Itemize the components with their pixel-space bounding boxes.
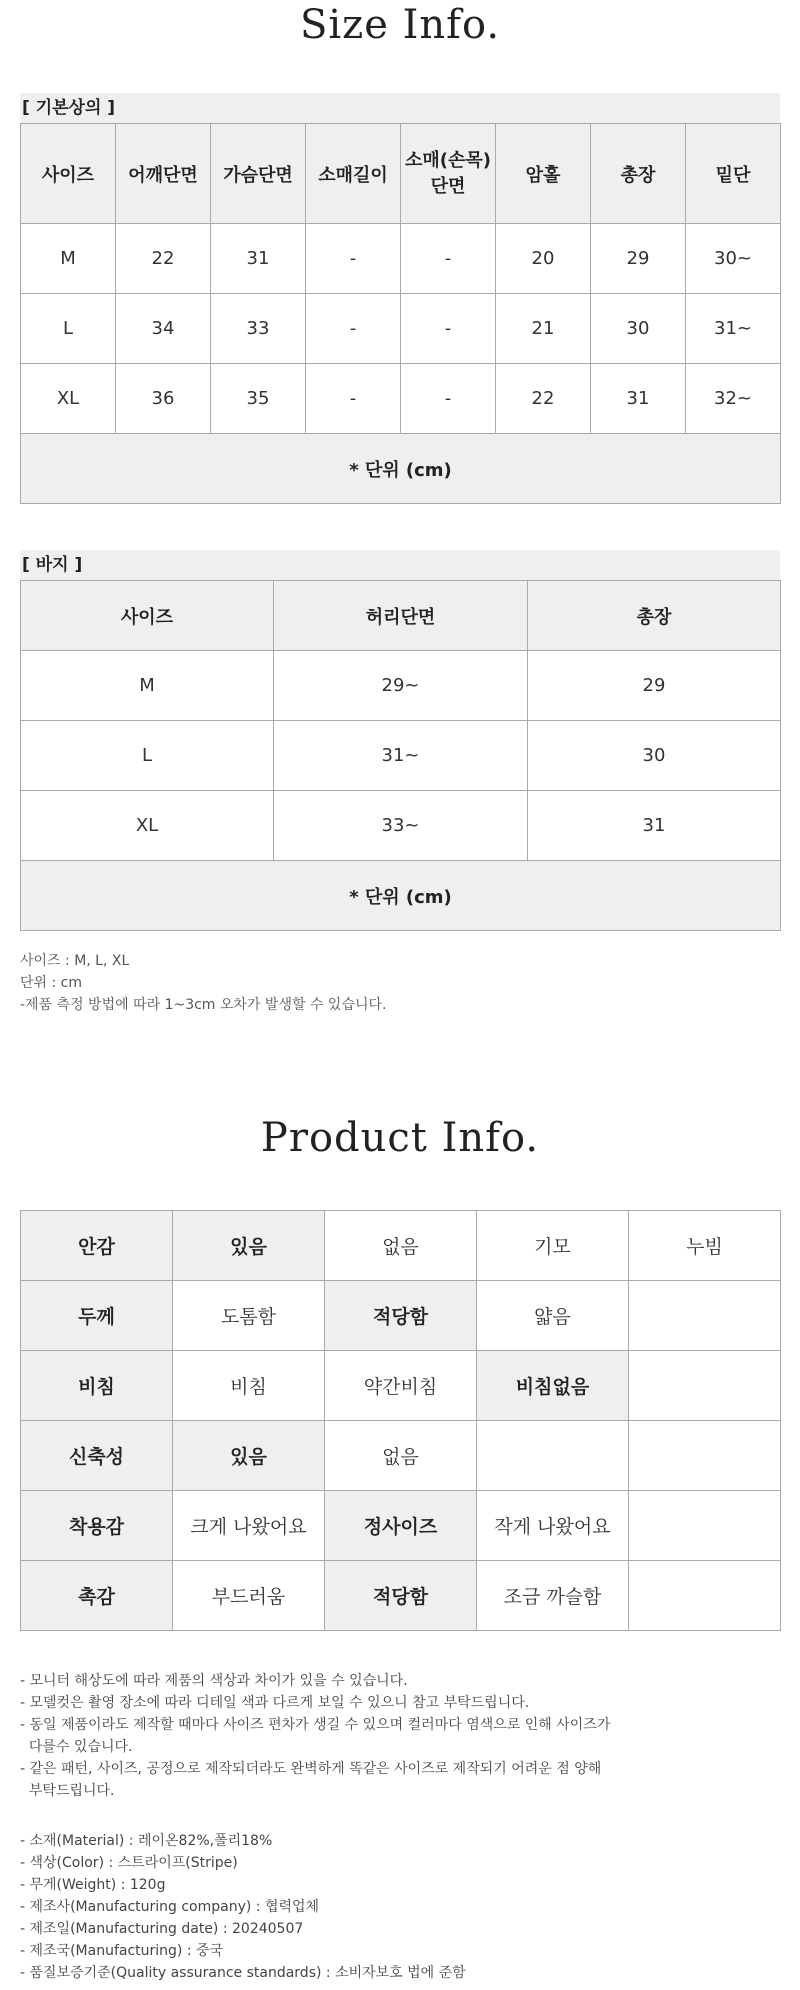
size-info-title: Size Info.: [299, 2, 501, 48]
table-cell: 22: [116, 224, 211, 294]
product-notices: [20, 1670, 780, 1802]
note-line: 단위 : cm: [20, 975, 83, 991]
unit-row: [21, 861, 781, 931]
table-row: [21, 294, 781, 364]
table-row: [21, 791, 781, 861]
notice-line: 부탁드립니다.: [20, 1783, 115, 1799]
table-cell: 정사이즈: [325, 1491, 477, 1561]
table-cell: 안감: [21, 1211, 173, 1281]
spec-line: - 소재(Material) : 레이온82%,폴리18%: [20, 1833, 273, 1849]
table-cell: L: [21, 294, 116, 364]
spec-line: - 색상(Color) : 스트라이프(Stripe): [20, 1855, 238, 1871]
table-row: [21, 1561, 781, 1631]
note-line: 사이즈 : M, L, XL: [20, 953, 130, 969]
header-cell: 어깨단면: [116, 124, 211, 224]
table-cell: [629, 1351, 781, 1421]
table-cell: 적당함: [325, 1561, 477, 1631]
table-cell: M: [21, 224, 116, 294]
table-cell: 29: [528, 651, 781, 721]
header-cell: 사이즈: [21, 581, 274, 651]
table-cell: 비침: [21, 1351, 173, 1421]
table-cell: 20: [496, 224, 591, 294]
table-row: [21, 1491, 781, 1561]
table-cell: 없음: [325, 1211, 477, 1281]
spec-line: - 제조일(Manufacturing date) : 20240507: [20, 1921, 304, 1937]
product-specs: [20, 1830, 780, 1984]
table-row: [21, 721, 781, 791]
table-cell: 크게 나왔어요: [173, 1491, 325, 1561]
spec-line: - 제조사(Manufacturing company) : 협력업체: [20, 1899, 320, 1915]
table-cell: 촉감: [21, 1561, 173, 1631]
table-cell: 신축성: [21, 1421, 173, 1491]
table-cell: 33~: [274, 791, 528, 861]
table-cell: 없음: [325, 1421, 477, 1491]
table-cell: [477, 1421, 629, 1491]
table-cell: 착용감: [21, 1491, 173, 1561]
table-cell: 31~: [686, 294, 781, 364]
table-cell: 도톰함: [173, 1281, 325, 1351]
table-cell: 29~: [274, 651, 528, 721]
table-cell: [629, 1491, 781, 1561]
table-cell: 36: [116, 364, 211, 434]
table-cell: [629, 1421, 781, 1491]
table-cell: 31: [528, 791, 781, 861]
table-cell: 작게 나왔어요: [477, 1491, 629, 1561]
table-cell: -: [306, 294, 401, 364]
table-cell: 30~: [686, 224, 781, 294]
table-row: [21, 1211, 781, 1281]
table-row: [21, 1421, 781, 1491]
table-cell: -: [401, 294, 496, 364]
spec-line: - 품질보증기준(Quality assurance standards) : 소비자보호 법에 준함: [20, 1965, 466, 1981]
header-cell: 총장: [528, 581, 781, 651]
table-cell: 21: [496, 294, 591, 364]
table-cell: XL: [21, 791, 274, 861]
table-row: [21, 651, 781, 721]
notice-line: 다를수 있습니다.: [20, 1739, 133, 1755]
table-cell: 기모: [477, 1211, 629, 1281]
table-cell: -: [401, 224, 496, 294]
table-cell: L: [21, 721, 274, 791]
table-cell: 31: [591, 364, 686, 434]
table-cell: 31: [211, 224, 306, 294]
note-line: -제품 측정 방법에 따라 1~3cm 오차가 발생할 수 있습니다.: [20, 997, 387, 1013]
table-cell: [629, 1561, 781, 1631]
notice-line: - 같은 패턴, 사이즈, 공정으로 제작되더라도 완벽하게 똑같은 사이즈로 제작되기 어려운 점 양해: [20, 1761, 602, 1777]
header-cell: 암홀: [496, 124, 591, 224]
table-cell: 얇음: [477, 1281, 629, 1351]
table-cell: [629, 1281, 781, 1351]
top-header-row: [21, 124, 781, 224]
unit-cell: * 단위 (cm): [21, 861, 781, 931]
table-cell: 32~: [686, 364, 781, 434]
table-cell: 30: [528, 721, 781, 791]
table-cell: 31~: [274, 721, 528, 791]
table-cell: 29: [591, 224, 686, 294]
table-cell: 비침: [173, 1351, 325, 1421]
table-row: [21, 224, 781, 294]
table-cell: 35: [211, 364, 306, 434]
table-cell: 있음: [173, 1211, 325, 1281]
header-cell: 허리단면: [274, 581, 528, 651]
notice-line: - 동일 제품이라도 제작할 때마다 사이즈 편차가 생길 수 있으며 컬러마다 염색으로 인해 사이즈가: [20, 1717, 611, 1733]
table-row: [21, 364, 781, 434]
product-info-title: Product Info.: [260, 1115, 540, 1161]
table-cell: M: [21, 651, 274, 721]
unit-row: [21, 434, 781, 504]
table-cell: 33: [211, 294, 306, 364]
table-cell: 22: [496, 364, 591, 434]
spec-line: - 무게(Weight) : 120g: [20, 1877, 166, 1893]
table-cell: 30: [591, 294, 686, 364]
header-cell: 소매길이: [306, 124, 401, 224]
header-cell: 사이즈: [21, 124, 116, 224]
table-cell: 적당함: [325, 1281, 477, 1351]
table-cell: 두께: [21, 1281, 173, 1351]
notice-line: - 모델컷은 촬영 장소에 따라 디테일 색과 다르게 보일 수 있으니 참고 부탁드립니다.: [20, 1695, 530, 1711]
header-cell: 총장: [591, 124, 686, 224]
pants-table-label: [ 바지 ]: [20, 550, 780, 580]
table-cell: 누빔: [629, 1211, 781, 1281]
table-cell: -: [306, 224, 401, 294]
header-cell: 밑단: [686, 124, 781, 224]
table-cell: 부드러움: [173, 1561, 325, 1631]
spec-line: - 제조국(Manufacturing) : 중국: [20, 1943, 224, 1959]
size-notes: [20, 950, 386, 1016]
pants-header-row: [21, 581, 781, 651]
header-cell: 소매(손목) 단면: [401, 124, 496, 224]
table-cell: 비침없음: [477, 1351, 629, 1421]
unit-cell: * 단위 (cm): [21, 434, 781, 504]
table-row: [21, 1351, 781, 1421]
table-cell: 조금 까슬함: [477, 1561, 629, 1631]
product-info-table: [20, 1210, 781, 1631]
table-cell: 약간비침: [325, 1351, 477, 1421]
table-row: [21, 1281, 781, 1351]
top-size-table: [20, 123, 781, 504]
header-cell: 가슴단면: [211, 124, 306, 224]
pants-size-table: [20, 580, 781, 931]
table-cell: 34: [116, 294, 211, 364]
top-table-label: [ 기본상의 ]: [20, 93, 780, 123]
table-cell: -: [401, 364, 496, 434]
notice-line: - 모니터 해상도에 따라 제품의 색상과 차이가 있을 수 있습니다.: [20, 1673, 408, 1689]
table-cell: 있음: [173, 1421, 325, 1491]
table-cell: XL: [21, 364, 116, 434]
table-cell: -: [306, 364, 401, 434]
